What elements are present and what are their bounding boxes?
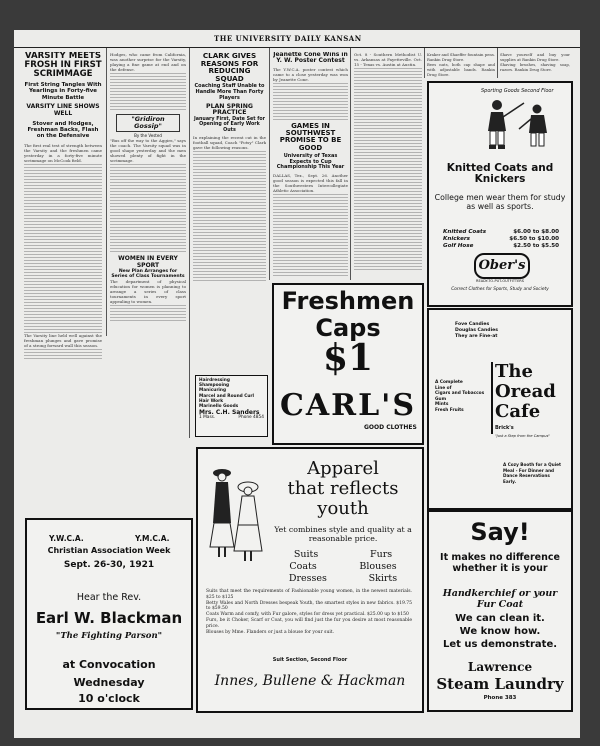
- subhead-coaching-staff: Coaching Staff Unable to Handle More Than Forty Players: [194, 83, 265, 101]
- column-3: [193, 52, 266, 282]
- carls-tagline: GOOD CLOTHES: [364, 424, 417, 431]
- shave-ad: Shave yourself and buy your supplies at Rankin Drug Store.: [500, 52, 570, 62]
- price-row: Knitted Coats $6.00 to $8.00: [443, 229, 559, 235]
- event-day: Wednesday: [73, 676, 145, 689]
- column-7-top: [500, 52, 570, 78]
- apparel-h3: youth: [317, 498, 369, 519]
- apparel-paragraph: Blouses by Mme. Flanders or just a blouse for your suit.: [206, 629, 335, 635]
- column-1: [24, 52, 102, 512]
- apparel-ad: [196, 447, 424, 713]
- ad-phone: Phone 4854: [238, 415, 264, 421]
- laundry-line-1: It makes no difference whether it is your: [440, 552, 560, 574]
- apparel-copy: [206, 589, 412, 635]
- article-body-text: [193, 150, 266, 282]
- laundry-name-1: Lawrence: [467, 660, 533, 674]
- freshmen-caps-ad: [272, 283, 424, 445]
- goods-item: Gum: [435, 396, 447, 402]
- ad-line: Marinello Goods: [199, 404, 239, 410]
- article-paragraph: In explaining the recent cut in the football squad, Coach "Potsy" Clark gave the following reasons.: [193, 135, 266, 151]
- carls-logo: CARL'S: [279, 388, 417, 423]
- golfers-illustration-icon: [469, 95, 564, 157]
- event-time: 10 o'clock: [78, 692, 140, 705]
- article-paragraph: Hodges, who came from California, was another surprise for the Varsity, playing a fine game at end and on the defense.: [110, 52, 186, 72]
- candy-line: Douglas Candies: [455, 328, 498, 333]
- article-body-text: [273, 193, 348, 277]
- ad-proprietor: Mrs. C.H. Sanders: [199, 409, 260, 417]
- goods-list: [435, 380, 484, 414]
- price-row: Knickers $6.50 to $10.00: [443, 236, 559, 242]
- caps-ad: Bees nuts, both cap shape and with adjustable bands. Rankin Drug Store.: [427, 62, 495, 77]
- schedule-text: Oct. 8 - Southern Methodist U. vs. Arkansas at Fayetteville. Oct. 15 - Texas vs. Austin at Austin.: [354, 52, 422, 67]
- laundry-ad: [427, 510, 573, 712]
- column-6-top: [427, 52, 495, 78]
- article-body-text: [110, 163, 186, 253]
- article-body-text: [24, 163, 102, 333]
- apparel-h2: that reflects: [287, 478, 399, 499]
- article-body-text: [110, 304, 186, 322]
- price-one-dollar: $1: [322, 337, 374, 379]
- candy-line: Fove Candies: [455, 322, 490, 327]
- oread-title-oread: Oread: [495, 381, 556, 402]
- goods-item: Cigars and Tobaccos: [435, 391, 485, 397]
- association-week-title: Christian Association Week: [47, 546, 171, 555]
- oread-title-the: The: [495, 361, 533, 382]
- knitted-title: Knitted Coats and Knickers: [446, 162, 554, 186]
- article-body-text: [273, 82, 348, 120]
- subhead-stover-hodges: Stover and Hodges, Freshman Backs, Flash on the Defensive: [27, 120, 99, 140]
- category: Furs: [369, 549, 393, 560]
- brush-ad: Shaving brushes, shaving soap, razors. Rankin Drug Store.: [500, 62, 570, 72]
- association-week-dates: Sept. 26-30, 1921: [63, 560, 155, 570]
- category: Coats: [289, 561, 317, 572]
- oread-footer: A Cozy Booth for a Quiet Meal - For Dinner and Dance Reservations Early.: [503, 462, 561, 484]
- category: Blouses: [359, 561, 397, 572]
- headline-spring-practice: PLAN SPRING PRACTICE: [206, 102, 253, 116]
- suit-section-floor: Suit Section, Second Floor: [272, 657, 348, 663]
- store-signature: Innes, Bullene & Hackman: [214, 673, 406, 689]
- schedule-listing: [354, 67, 422, 272]
- speaker-name: Earl W. Blackman: [35, 609, 183, 627]
- article-paragraph: The department of physical education for women is planning to arrange a series of class tournaments in every sport appealing to women.: [110, 279, 186, 305]
- column-5: [354, 52, 422, 277]
- pen-ad: Kraker and Shaeffer fountain pens. Rankin Drug Store.: [427, 52, 495, 62]
- candy-line: They are Fine-at: [455, 334, 498, 339]
- masthead: THE UNIVERSITY DAILY KANSAN: [214, 34, 362, 43]
- subhead-first-string: First String Tangles With Yearlings in Forty-five Minute Battle: [24, 82, 102, 101]
- oread-cafe-ad: [427, 308, 573, 510]
- gossip-title: "Gridiron Gossip": [131, 115, 165, 130]
- obers-logo: Ober's: [474, 253, 530, 279]
- oread-title: [495, 362, 556, 422]
- speaker-nickname: "The Fighting Parson": [55, 631, 163, 641]
- caps-heading: Caps: [315, 314, 381, 342]
- ywca-label: Y.W.C.A.: [49, 534, 84, 543]
- headline-varsity-frosh: VARSITY MEETS FROSH IN FIRST SCRIMMAGE: [24, 52, 102, 80]
- column-2: [110, 52, 186, 322]
- masthead-bar: [14, 31, 580, 48]
- fashion-figures-icon: [206, 461, 264, 581]
- knitted-lede: College men wear them for study as well as sports.: [434, 193, 566, 211]
- say-heading: Say!: [470, 518, 530, 546]
- oread-title-cafe: Cafe: [495, 401, 541, 422]
- divider: [491, 362, 493, 434]
- goods-item: Fresh Fruits: [435, 407, 464, 413]
- christian-association-ad: [25, 518, 193, 710]
- apparel-categories: [268, 549, 418, 585]
- apparel-paragraph: Suits that meet the requirements of Fashionable young women, in the newest materials. $25 to $125: [206, 589, 412, 600]
- ad-address: 1 Mass.: [199, 415, 216, 421]
- obers-logo-sub: READY-TO-PUT-OUTFITTERS: [476, 279, 524, 283]
- laundry-claim: Let us demonstrate.: [442, 639, 558, 650]
- subhead-class-tournaments: New Plan Arranges for Series of Class Tournaments: [111, 268, 185, 280]
- laundry-claim: We know how.: [459, 626, 541, 637]
- price-row: Golf Hose $2.50 to $5.50: [443, 243, 559, 249]
- candy-lines: [455, 322, 498, 340]
- apparel-paragraph: Furs, be it Choker, Scarf or Coat, you will find just the fur you desire at most reasonable price.: [206, 617, 412, 629]
- at-convocation: at Convocation: [62, 658, 156, 671]
- obers-footer: Correct Clothes for Sports, Study and Society: [451, 287, 549, 292]
- column-4: [273, 52, 348, 277]
- apparel-paragraph: Betty Wales and North Dresses bespeak Youth, the smartest styles in new fabrics. $19.75 to $59.50: [206, 600, 412, 612]
- article-body-text: [110, 72, 186, 112]
- ad-line: Manicuring: [199, 388, 227, 394]
- ad-line: Marcel and Round Curl: [199, 393, 255, 399]
- hear-the-rev: Hear the Rev.: [76, 592, 142, 603]
- knitted-coats-ad: [427, 81, 573, 307]
- gossip-byline: By the Vested: [134, 132, 162, 138]
- headline-women-sport: WOMEN IN EVERY SPORT: [118, 255, 178, 269]
- article-paragraph: DALLAS, Tex., Sept. 26. Another good season is expected this fall in the Southwestern Intercollegiate Athletic Association.: [273, 173, 348, 194]
- subhead-varsity-line: VARSITY LINE SHOWS WELL: [26, 102, 100, 117]
- ad-line: Shampooing: [199, 383, 230, 389]
- headline-poster-contest: Jeanette Cone Wins in Y. W. Poster Contest: [273, 52, 348, 65]
- price-list: [443, 229, 559, 250]
- sporting-goods-banner: Sporting Goods Second Floor: [481, 88, 554, 94]
- laundry-phone: Phone 383: [483, 695, 517, 701]
- article-paragraph: The Y.W.C.A. poster contest which came to a close yesterday was won by Jeanette Cone.: [273, 66, 348, 82]
- category: Suits: [293, 549, 319, 560]
- category: Skirts: [368, 573, 398, 584]
- article-body-text: [24, 348, 102, 360]
- oread-owner: Brick's: [495, 425, 514, 431]
- laundry-line-2: Handkerchief or your Fur Coat: [442, 588, 558, 610]
- apparel-headline: [268, 459, 418, 519]
- hairdressing-ad: [195, 375, 268, 437]
- ad-line: Hair Work: [199, 398, 224, 404]
- laundry-claims: [429, 612, 571, 651]
- subhead-january-first: January First, Date Set for Opening of Early Work Outs: [193, 116, 266, 133]
- subhead-texas: University of Texas Expects to Cup Championship This Year: [276, 152, 345, 171]
- article-paragraph: The Varsity line held well against the freshman plunges and gave promise of a strong forward wall this season.: [24, 332, 102, 348]
- oread-slogan: "Just a Step from the Campus": [495, 434, 551, 438]
- goods-item: Mints: [435, 402, 449, 408]
- freshmen-heading: Freshmen: [281, 287, 415, 315]
- headline-southwest-games: GAMES IN SOUTHWEST PROMISE TO BE GOOD: [279, 121, 342, 152]
- category: Dresses: [288, 573, 327, 584]
- goods-item: A Complete: [435, 380, 463, 385]
- laundry-claim: We can clean it.: [455, 613, 545, 624]
- headline-clark-reasons: CLARK GIVES REASONS FOR REDUCING SQUAD: [200, 52, 259, 83]
- ad-line: Hairdressing: [199, 378, 230, 383]
- apparel-lede: Yet combines style and quality at a reasonable price.: [274, 525, 412, 543]
- goods-item: Line of: [435, 385, 452, 391]
- ymca-label: Y.M.C.A.: [135, 534, 170, 543]
- apparel-h1: Apparel: [307, 458, 379, 479]
- gossip-text: "Bus off the way to the Aggies," says the coach. The Varsity squad was in good shape yesterday and the men showed plenty of fight in the scrimmage.: [110, 138, 186, 164]
- article-paragraph: The first real test of strength between the Varsity and the freshmen came yesterday in a forty-five minute scrimmage on McCook field.: [24, 142, 102, 163]
- laundry-name-2: Steam Laundry: [436, 675, 564, 693]
- gossip-box: [116, 114, 180, 132]
- apparel-paragraph: Coats Warm and comfy, with Fur galore, styles for dress yet practical. $25.00 up to $150: [206, 612, 409, 618]
